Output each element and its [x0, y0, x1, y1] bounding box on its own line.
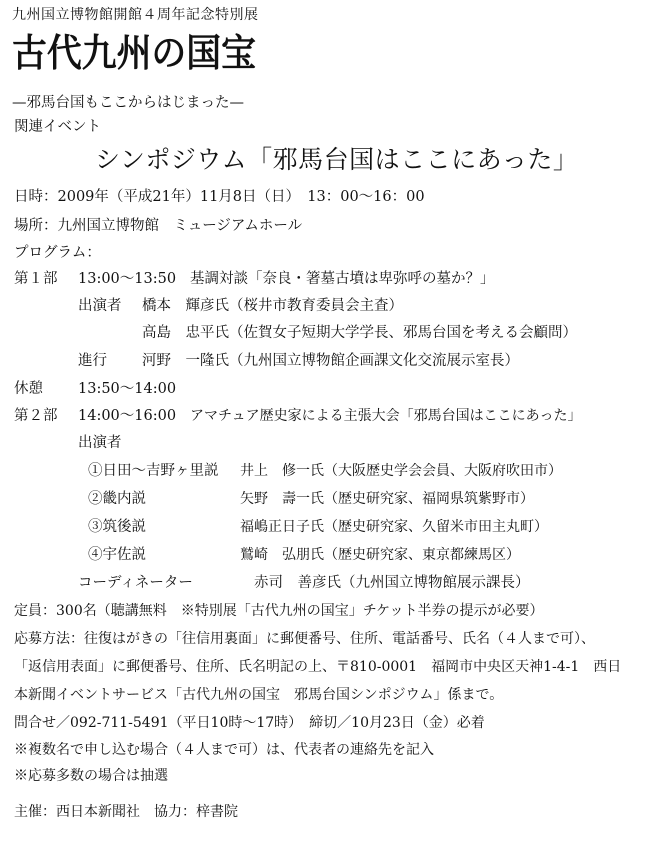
theory-2-person: 矢野 壽一氏（歴史研究家、福岡県筑紫野市）: [240, 491, 534, 507]
theory-2: ②畿内説: [88, 491, 146, 507]
part1-moderator-label: 進行: [78, 353, 107, 369]
note-2: ※応募多数の場合は抽選: [14, 768, 168, 784]
capacity: 定員：300名（聴講無料 ※特別展「古代九州の国宝」チケット半券の提示が必要）: [14, 603, 544, 619]
theory-4: ④宇佐説: [88, 547, 146, 563]
datetime: 日時：2009年（平成21年）11月8日（日） 13：00〜16：00: [14, 189, 425, 205]
part1-title: 基調対談「奈良・箸墓古墳は卑弥呼の墓か？」: [190, 271, 495, 287]
logo-calligraphy: [10, 28, 260, 76]
apply-line-2: 「返信用表面」に郵便番号、住所、氏名明記の上、〒810-0001 福岡市中央区天神1-4-1 西日: [14, 659, 622, 675]
break-label: 休憩: [14, 381, 43, 397]
part2-performers-label: 出演者: [78, 435, 122, 451]
theory-3: ③筑後説: [88, 519, 146, 535]
part1-performer-1: 橋本 輝彦氏（桜井市教育委員会主査）: [142, 298, 403, 314]
coordinator-label: コーディネーター: [78, 575, 193, 591]
apply-line-3: 本新聞イベントサービス「古代九州の国宝 邪馬台国シンポジウム」係まで。: [14, 687, 504, 703]
part2-label: 第２部: [14, 408, 58, 424]
exhibition-logo: [10, 28, 260, 76]
part1-label: 第１部: [14, 271, 58, 287]
theory-4-person: 鷲崎 弘朋氏（歴史研究家、東京都練馬区）: [240, 547, 520, 563]
contact: 問合せ／092-711-5491（平日10時〜17時） 締切／10月23日（金）必着: [14, 715, 485, 731]
part1-performer-2: 高島 忠平氏（佐賀女子短期大学学長、邪馬台国を考える会顧問）: [142, 325, 577, 341]
part2-time: 14:00〜16:00: [78, 408, 177, 424]
organizer: 主催：西日本新聞社 協力：梓書院: [14, 804, 238, 820]
part2-title: アマチュア歴史家による主張大会「邪馬台国はここにあった」: [190, 408, 582, 424]
logo-text: 古代九州の国宝: [12, 30, 256, 75]
coordinator: 赤司 善彦氏（九州国立博物館展示課長）: [254, 575, 530, 591]
related-event-label: 関連イベント: [14, 119, 101, 135]
apply-line-1: 応募方法：往復はがきの「往信用裏面」に郵便番号、住所、電話番号、氏名（４人まで可）、: [14, 631, 595, 647]
part1-performers-label: 出演者: [78, 298, 122, 314]
theory-1: ①日田〜吉野ヶ里説: [88, 463, 219, 479]
subtitle: —邪馬台国もここからはじまった—: [12, 95, 244, 111]
part1-time: 13:00〜13:50: [78, 271, 177, 287]
part1-moderator: 河野 一隆氏（九州国立博物館企画課文化交流展示室長）: [142, 353, 519, 369]
note-1: ※複数名で申し込む場合（４人まで可）は、代表者の連絡先を記入: [14, 742, 434, 758]
break-time: 13:50〜14:00: [78, 381, 177, 397]
theory-1-person: 井上 修一氏（大阪歴史学会会員、大阪府吹田市）: [240, 463, 562, 479]
theory-3-person: 福嶋正日子氏（歴史研究家、久留米市田主丸町）: [240, 519, 548, 535]
venue: 場所：九州国立博物館 ミュージアムホール: [14, 218, 303, 234]
program-label: プログラム：: [14, 245, 101, 261]
event-title: シンポジウム「邪馬台国はここにあった」: [95, 145, 579, 174]
exhibition-title: 九州国立博物館開館４周年記念特別展: [12, 7, 259, 23]
